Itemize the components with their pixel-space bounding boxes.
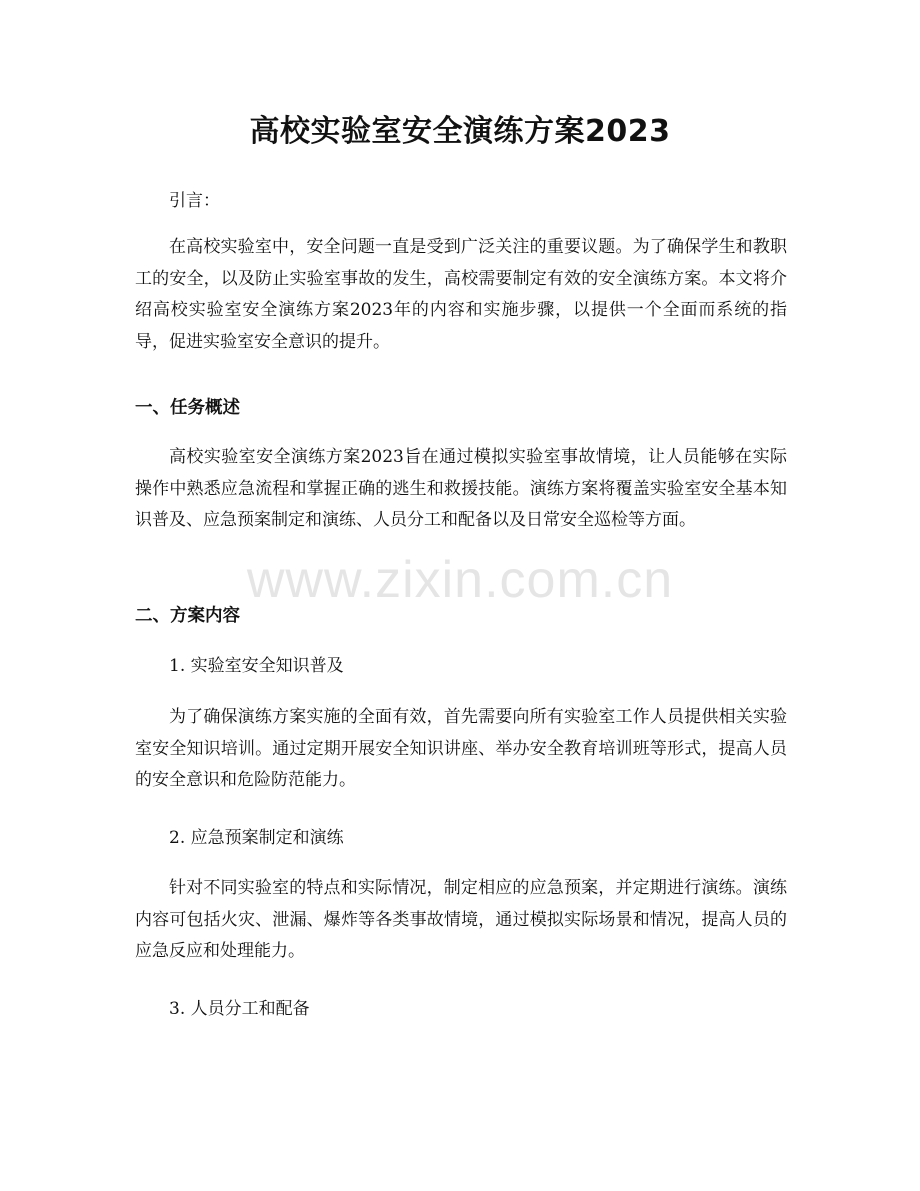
section-heading-overview: 一、任务概述 (135, 398, 240, 418)
intro-label: 引言： (169, 191, 220, 211)
watermark: www.zixin.com.cn (246, 551, 674, 609)
subsection-label-emergency-plan: 2. 应急预案制定和演练 (169, 828, 344, 848)
subsection-label-staffing: 3. 人员分工和配备 (169, 999, 310, 1019)
section-heading-content: 二、方案内容 (135, 606, 240, 626)
section-overview-paragraph: 高校实验室安全演练方案2023旨在通过模拟实验室事故情境，让人员能够在实际操作中熟悉应急流程和掌握正确的逃生和救援技能。演练方案将覆盖实验室安全基本知识普及、应急预案制定和演练、人员分工和配备以及日常安全巡检等方面。 (135, 447, 787, 530)
subsection-paragraph-knowledge: 为了确保演练方案实施的全面有效，首先需要向所有实验室工作人员提供相关实验室安全知识培训。通过定期开展安全知识讲座、举办安全教育培训班等形式，提高人员的安全意识和危险防范能力。 (135, 707, 787, 790)
subsection-label-knowledge: 1. 实验室安全知识普及 (169, 656, 344, 676)
document-title: 高校实验室安全演练方案2023 (249, 114, 671, 149)
intro-paragraph: 在高校实验室中，安全问题一直是受到广泛关注的重要议题。为了确保学生和教职工的安全，以及防止实验室事故的发生，高校需要制定有效的安全演练方案。本文将介绍高校实验室安全演练方案2023年的内容和实施步骤，以提供一个全面而系统的指导，促进实验室安全意识的提升。 (135, 237, 787, 352)
subsection-paragraph-emergency-plan: 针对不同实验室的特点和实际情况，制定相应的应急预案，并定期进行演练。演练内容可包括火灾、泄漏、爆炸等各类事故情境，通过模拟实际场景和情况，提高人员的应急反应和处理能力。 (135, 878, 787, 961)
